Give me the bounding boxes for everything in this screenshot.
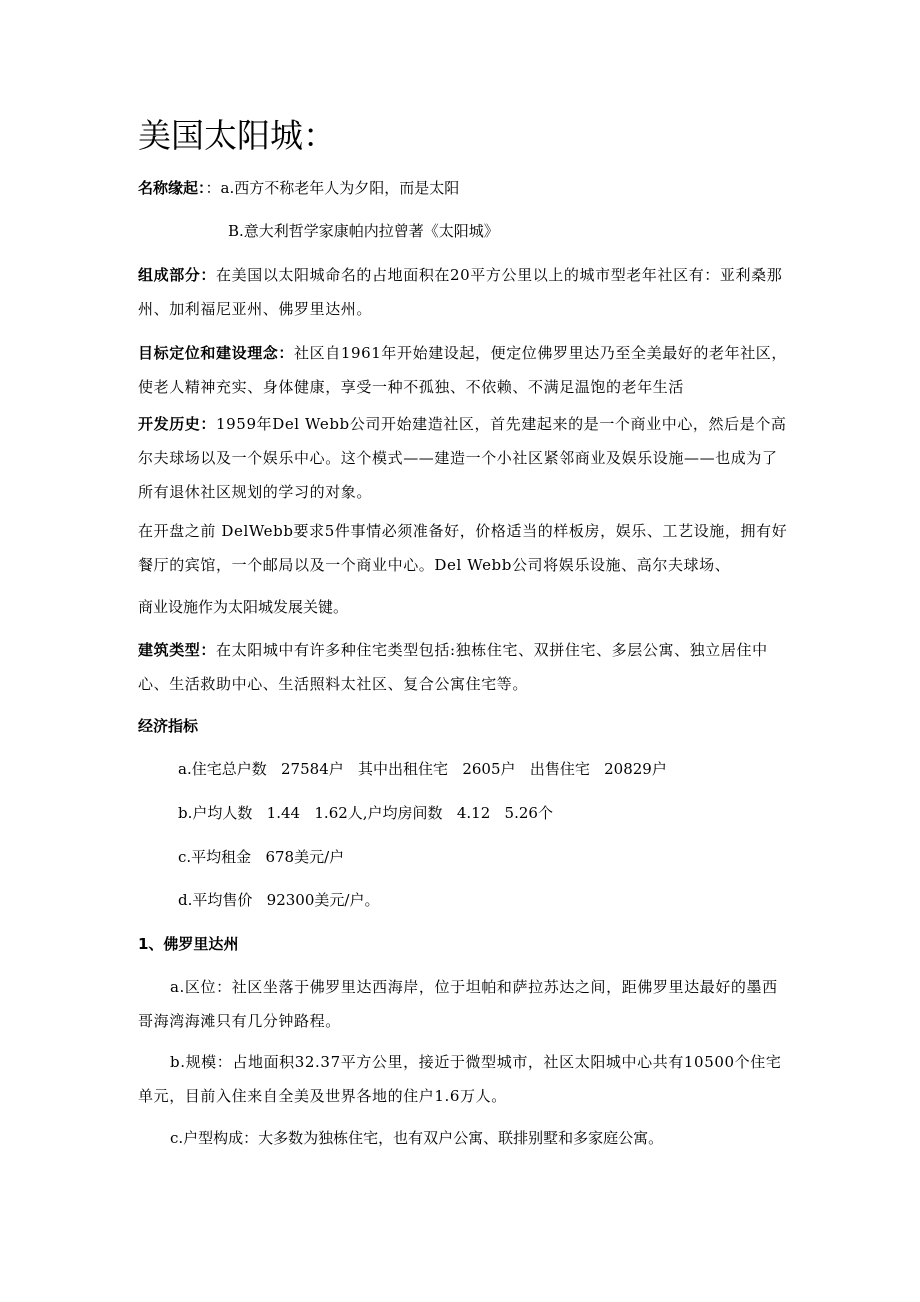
history-paragraph (138, 407, 788, 509)
economic-item-d: d.平均售价 92300美元/户。 (178, 891, 380, 909)
economic-item-c: c.平均租金 678美元/户 (178, 848, 345, 866)
history-text: 1959年Del Webb公司开始建造社区，首先建起来的是一个商业中心，然后是个高尔夫球场以及一个娱乐中心。这个模式——建造一个小社区紧邻商业及娱乐设施——也成为了所有退休社区规划的学习的对象。 (138, 415, 787, 501)
history-label: 开发历史： (138, 415, 217, 433)
composition-text: 在美国以太阳城命名的占地面积在20平方公里以上的城市型老年社区有：亚利桑那州、加利福尼亚州、佛罗里达州。 (138, 266, 783, 318)
positioning-text: 社区自1961年开始建设起，便定位佛罗里达乃至全美最好的老年社区，使老人精神充实、身体健康，享受一种不孤独、不依赖、不满足温饱的老年生活 (138, 344, 787, 396)
page-title: 美国太阳城： (138, 116, 336, 155)
name-origin-line-a (138, 171, 788, 205)
florida-item-c: c.户型构成：大多数为独栋住宅，也有双户公寓、联排别墅和多家庭公寓。 (170, 1129, 664, 1147)
composition-label: 组成部分： (138, 266, 217, 284)
before-opening-paragraph-2: 商业设施作为太阳城发展关键。 (138, 598, 349, 616)
economic-heading: 经济指标 (138, 717, 199, 735)
economic-item-a: a.住宅总户数 27584户 其中出租住宅 2605户 出售住宅 20829户 (178, 760, 667, 778)
positioning-paragraph (138, 336, 788, 404)
florida-item-a: a.区位：社区坐落于佛罗里达西海岸，位于坦帕和萨拉苏达之间，距佛罗里达最好的墨西哥海湾海滩只有几分钟路程。 (138, 978, 778, 1030)
florida-heading: 1、佛罗里达州 (138, 935, 239, 953)
before-opening-paragraph: 在开盘之前 DelWebb要求5件事情必须准备好，价格适当的样板房，娱乐、工艺设施，拥有好餐厅的宾馆，一个邮局以及一个商业中心。Del Webb公司将娱乐设施、高尔夫球场、 (138, 522, 788, 574)
name-origin-text-a: ：a.西方不称老年人为夕阳，而是太阳 (205, 179, 460, 197)
building-types-paragraph (138, 633, 788, 701)
name-origin-label: 名称缘起： (138, 179, 206, 197)
composition-paragraph (138, 258, 788, 326)
name-origin-line-b: B.意大利哲学家康帕内拉曾著《太阳城》 (228, 222, 499, 240)
building-types-label: 建筑类型： (138, 641, 217, 659)
florida-item-b: b.规模：占地面积32.37平方公里，接近于微型城市，社区太阳城中心共有10500个住宅单元，目前入住来自全美及世界各地的住户1.6万人。 (138, 1053, 782, 1105)
positioning-label: 目标定位和建设理念： (138, 344, 295, 362)
building-types-text: 在太阳城中有许多种住宅类型包括:独栋住宅、双拼住宅、多层公寓、独立居住中心、生活救助中心、生活照料太社区、复合公寓住宅等。 (138, 641, 768, 693)
economic-item-b: b.户均人数 1.44 1.62人,户均房间数 4.12 5.26个 (178, 804, 553, 822)
